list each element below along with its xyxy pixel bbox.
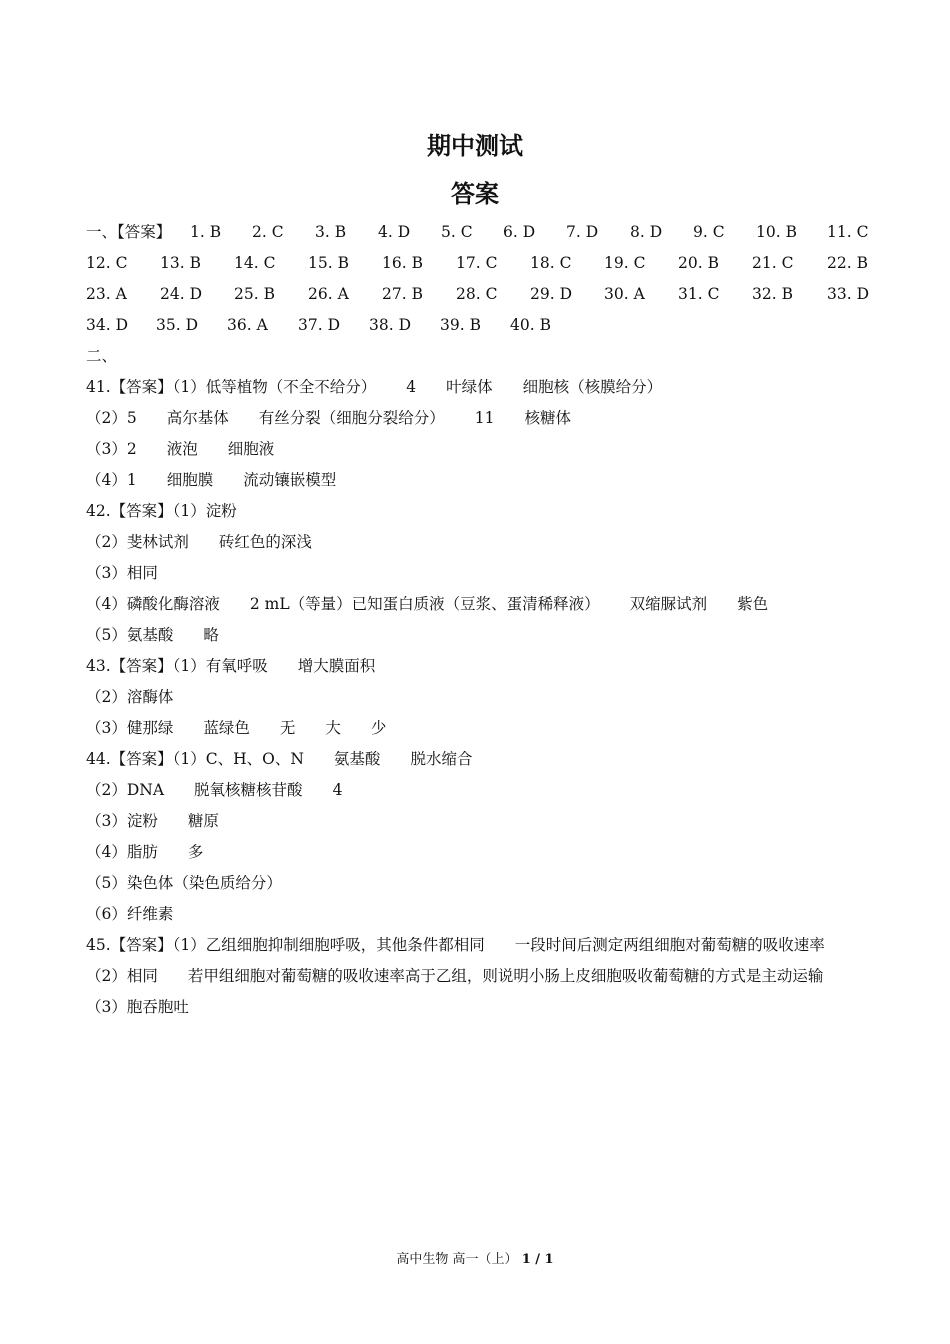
answer-segment: （3）淀粉 (86, 812, 158, 830)
mc-answer: 10. B (756, 223, 797, 241)
answer-segment: 叶绿体 (446, 378, 493, 396)
answer-segment: 氨基酸 (333, 750, 381, 768)
answer-segment: 一段时间后测定两组细胞对葡萄糖的吸收速率 (514, 936, 825, 954)
answer-line (86, 780, 342, 800)
answer-segment: （5）染色体（染色质给分） (86, 874, 282, 892)
answer-segment: 增大膜面积 (297, 657, 376, 675)
answer-line (86, 873, 282, 893)
answer-segment: 紫色 (737, 595, 769, 613)
answer-line (86, 532, 312, 552)
answer-segment: （4）1 (86, 471, 137, 489)
answer-segment: 高尔基体 (166, 409, 229, 427)
answer-segment: （5）氨基酸 (86, 626, 174, 644)
answer-segment: 核糖体 (524, 409, 572, 427)
mc-answer: 13. B (160, 254, 201, 272)
mc-answer: 26. A (308, 285, 349, 303)
answer-segment: （4）脂肪 (86, 843, 158, 861)
mc-answer: 30. A (604, 285, 645, 303)
answer-segment: （4）磷酸化酶溶液 (86, 595, 220, 613)
answer-line (86, 935, 825, 955)
answer-segment: （3）2 (86, 440, 137, 458)
mc-answer: 17. C (456, 254, 498, 272)
mc-answer: 9. C (693, 223, 725, 241)
mc-answer: 34. D (86, 316, 129, 334)
mc-answer: 15. B (308, 254, 349, 272)
answer-segment: 2 mL（等量）已知蛋白质液（豆浆、蛋清稀释液） (249, 595, 600, 613)
answer-line (86, 904, 173, 924)
mc-answer: 29. D (530, 285, 573, 303)
answer-segment: 糖原 (187, 812, 219, 830)
answer-line (86, 470, 336, 490)
mc-answer: 31. C (678, 285, 720, 303)
answer-line (86, 377, 662, 397)
answer-segment: 细胞膜 (166, 471, 214, 489)
answer-segment: （2）相同 (86, 967, 158, 985)
mc-answer: 19. C (604, 254, 646, 272)
mc-answer: 8. D (630, 223, 663, 241)
answer-segment: （6）纤维素 (86, 905, 174, 923)
answer-line (86, 811, 219, 831)
mc-answer: 36. A (227, 316, 268, 334)
mc-answer: 23. A (86, 285, 127, 303)
mc-answer: 38. D (369, 316, 412, 334)
answer-segment: 细胞核（核膜给分） (522, 378, 663, 396)
answer-segment: 43.【答案】（1）有氧呼吸 (86, 657, 268, 675)
answer-segment: （3）相同 (86, 564, 158, 582)
answer-segment: 脱水缩合 (410, 750, 473, 768)
answer-segment: 有丝分裂（细胞分裂给分） (258, 409, 445, 427)
mc-prefix: 一、【答案】 (86, 223, 172, 241)
mc-answer: 33. D (827, 285, 870, 303)
answer-line (86, 563, 158, 583)
answer-segment: 液泡 (166, 440, 198, 458)
answer-line (86, 439, 274, 459)
answer-segment: 无 (279, 719, 296, 737)
answer-segment: 砖红色的深浅 (218, 533, 312, 551)
answer-segment: 44.【答案】（1）C、H、O、N (86, 750, 304, 768)
page-subtitle: 答案 (451, 180, 499, 208)
answer-segment: 流动镶嵌模型 (243, 471, 337, 489)
answer-segment: （3）胞吞胞吐 (86, 998, 189, 1016)
answer-line (86, 966, 823, 986)
footer-text: 高中生物 高一（上） (396, 1252, 518, 1267)
answer-segment: （2）斐林试剂 (86, 533, 189, 551)
mc-answer: 20. B (678, 254, 719, 272)
answer-segment: （2）DNA (86, 781, 165, 799)
answer-segment: 4 (332, 781, 343, 799)
mc-answer: 37. D (298, 316, 341, 334)
answer-line (86, 408, 571, 428)
mc-answer: 6. D (503, 223, 536, 241)
answer-segment: 蓝绿色 (203, 719, 250, 737)
mc-answer: 11. C (827, 223, 869, 241)
answer-line (86, 594, 768, 614)
answer-line (86, 749, 472, 769)
answer-line (86, 997, 189, 1017)
answer-segment: 若甲组细胞对葡萄糖的吸收速率高于乙组，则说明小肠上皮细胞吸收葡萄糖的方式是主动运输 (187, 967, 824, 985)
answer-segment: 双缩脲试剂 (629, 595, 708, 613)
mc-answer: 27. B (382, 285, 423, 303)
mc-answer: 16. B (382, 254, 423, 272)
mc-answer: 21. C (752, 254, 794, 272)
answer-segment: 多 (187, 843, 204, 861)
mc-answer: 18. C (530, 254, 572, 272)
answer-segment: 11 (474, 409, 495, 427)
mc-answer: 2. C (252, 223, 284, 241)
page-title: 期中测试 (427, 132, 523, 160)
answer-segment: 略 (203, 626, 219, 644)
mc-answer: 12. C (86, 254, 128, 272)
mc-answer: 25. B (234, 285, 275, 303)
mc-answer: 4. D (378, 223, 411, 241)
answer-segment: 4 (406, 378, 417, 396)
answer-segment: （2）5 (86, 409, 137, 427)
answer-segment: 细胞液 (227, 440, 275, 458)
answer-line (86, 718, 386, 738)
mc-answer: 35. D (156, 316, 199, 334)
answer-segment: 42.【答案】（1）淀粉 (86, 502, 237, 520)
mc-answer: 24. D (160, 285, 203, 303)
answer-segment: （3）健那绿 (86, 719, 174, 737)
answer-line (86, 842, 203, 862)
answer-line (86, 687, 173, 707)
page-number: 1 / 1 (521, 1252, 554, 1267)
mc-answer: 5. C (441, 223, 473, 241)
mc-answer: 7. D (566, 223, 599, 241)
answer-segment: 大 (325, 719, 341, 737)
answer-line (86, 501, 237, 521)
answer-segment: 脱氧核糖核苷酸 (194, 781, 303, 799)
answer-segment: 41.【答案】（1）低等植物（不全不给分） (86, 378, 377, 396)
mc-answer: 28. C (456, 285, 498, 303)
mc-answer: 39. B (440, 316, 481, 334)
mc-answer: 1. B (190, 223, 222, 241)
answer-segment: 少 (370, 719, 387, 737)
mc-answer: 3. B (315, 223, 347, 241)
mc-answer: 32. B (752, 285, 793, 303)
page-footer (0, 1248, 950, 1267)
mc-answer: 40. B (510, 316, 551, 334)
answer-segment: （2）溶酶体 (86, 688, 174, 706)
mc-answer: 22. B (827, 254, 868, 272)
mc-answer: 14. C (234, 254, 276, 272)
answer-segment: 45.【答案】（1）乙组细胞抑制细胞呼吸，其他条件都相同 (86, 936, 485, 954)
section2-label: 二、 (86, 347, 118, 365)
answer-line (86, 656, 375, 676)
answer-line (86, 625, 219, 645)
